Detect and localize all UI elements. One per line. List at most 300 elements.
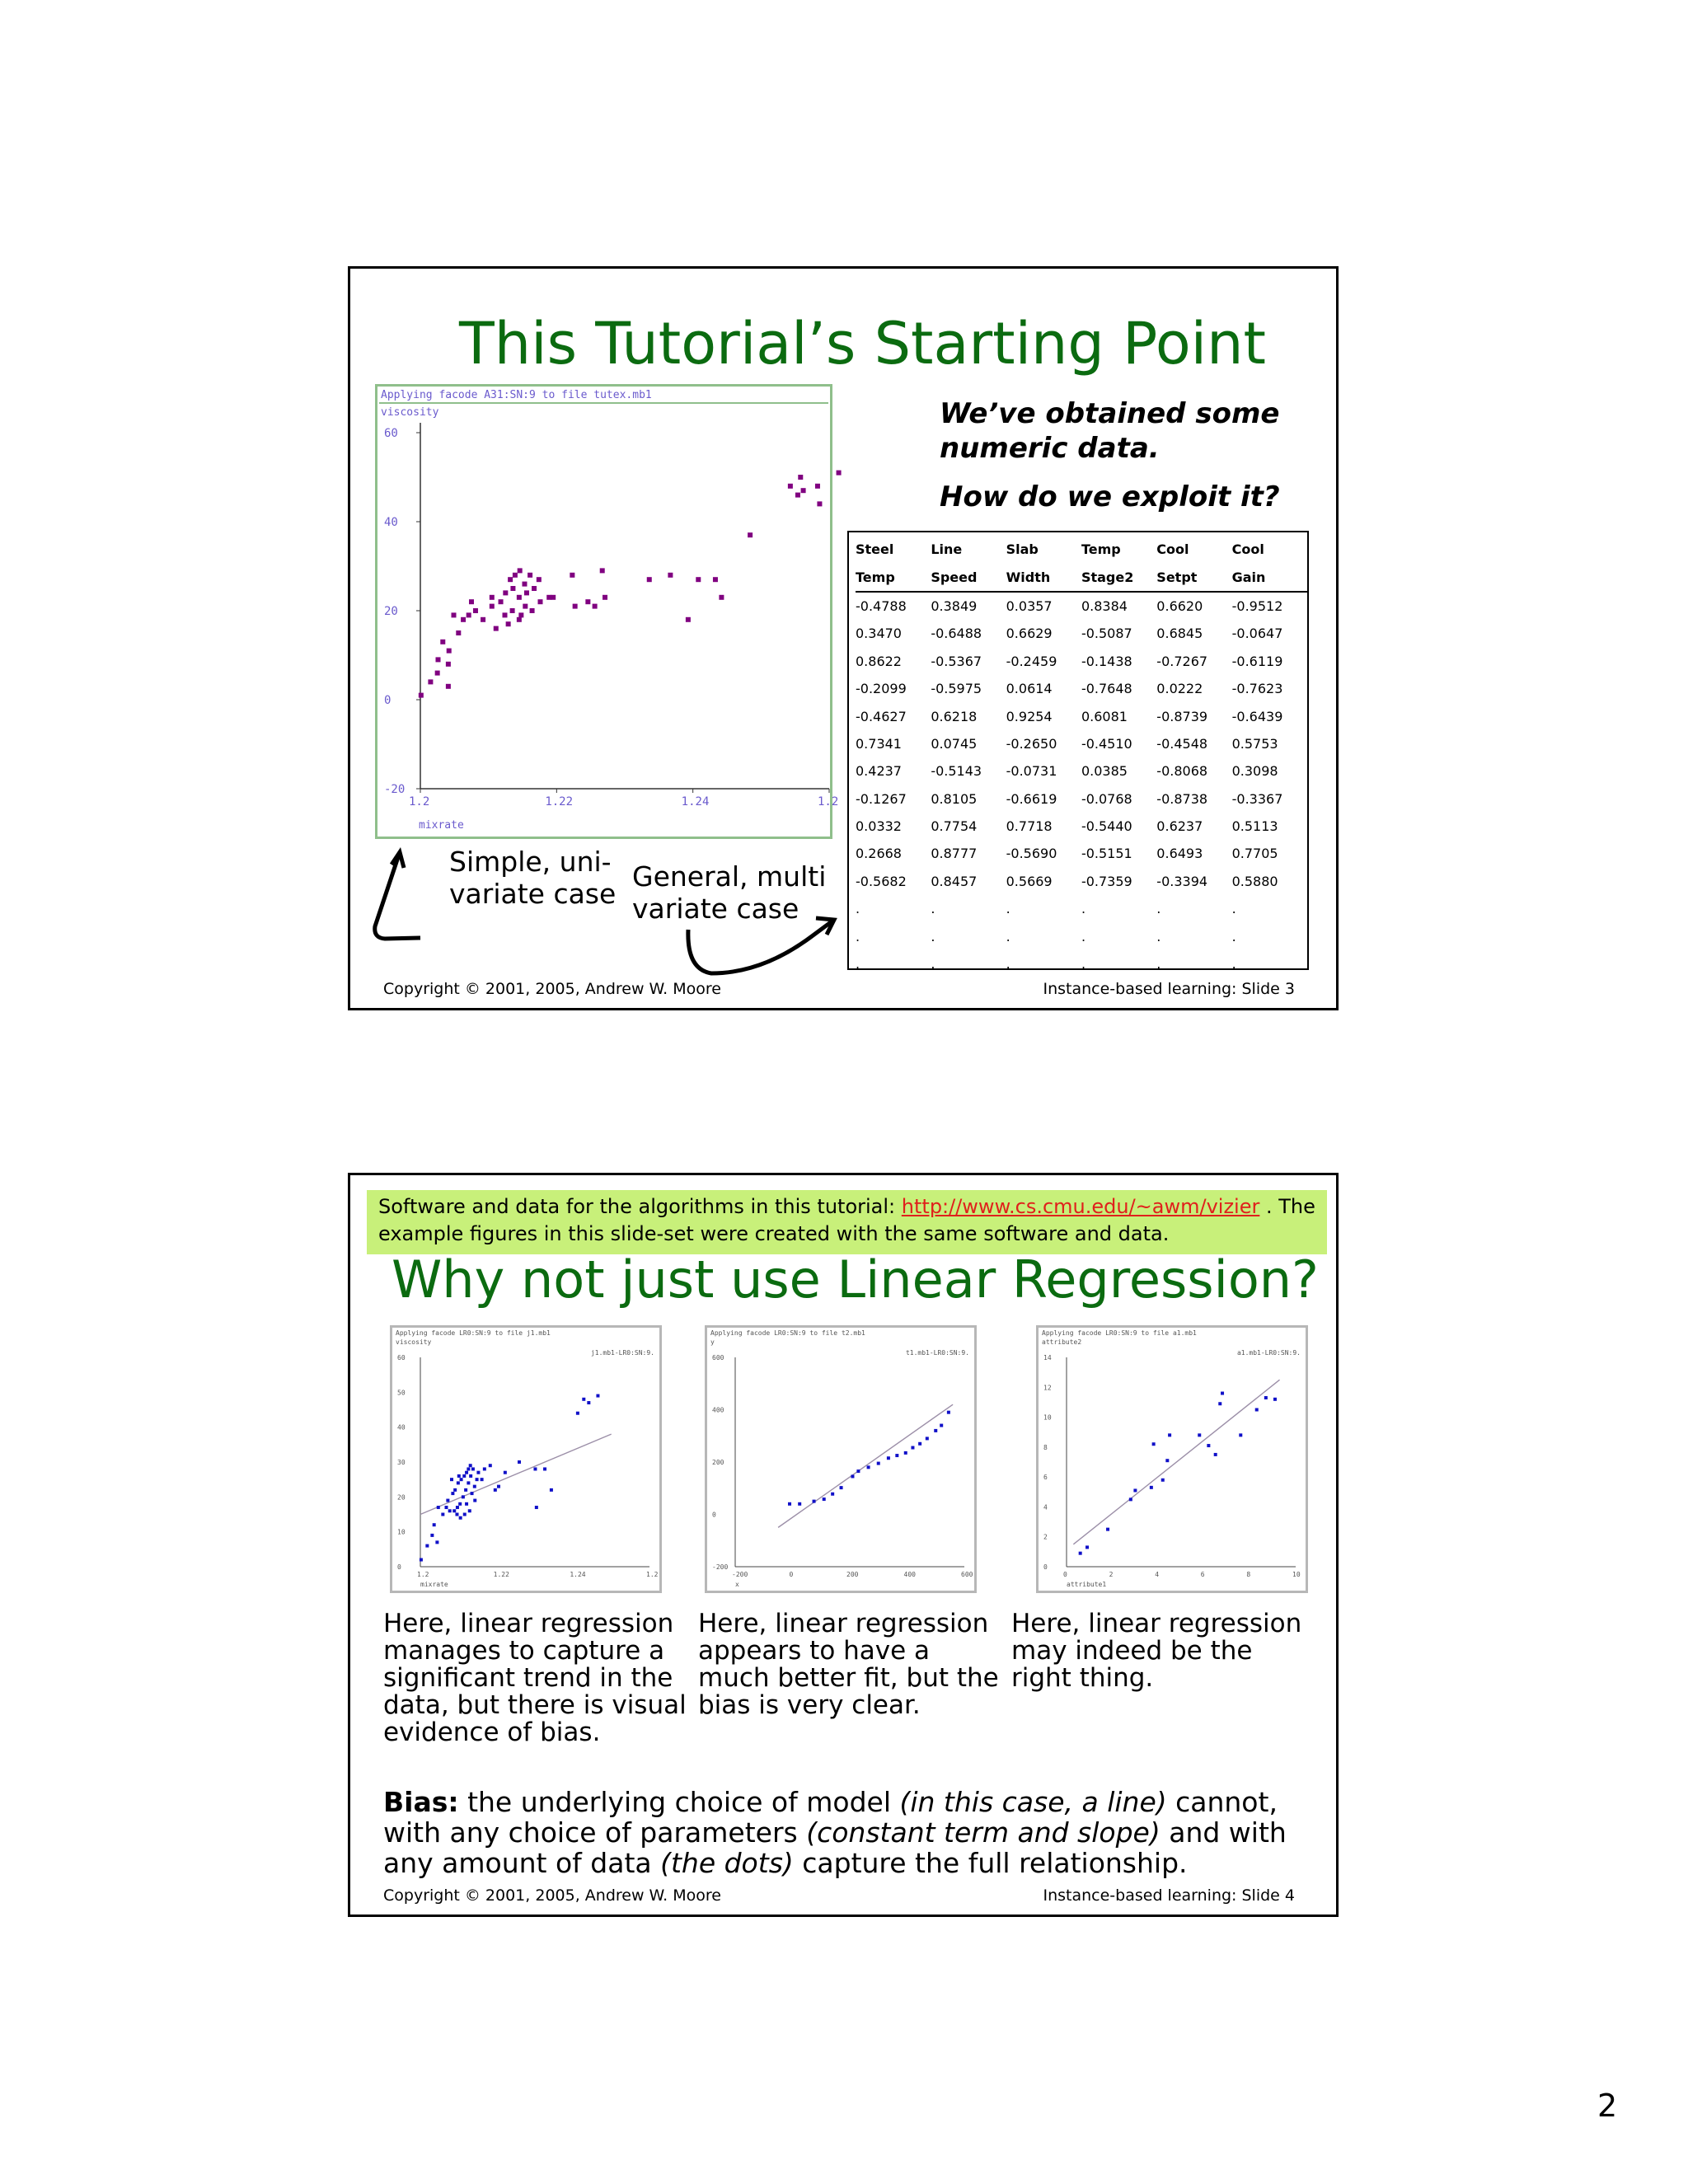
scatter-point [1165, 1459, 1169, 1462]
scatter-point [603, 595, 607, 600]
bias-text-3: and with any amount of data [383, 1816, 1287, 1879]
x-tick-label: 1.2 [417, 1571, 429, 1578]
scatter-point [795, 493, 800, 498]
scatter-point [532, 586, 537, 591]
scatter-point [513, 573, 518, 578]
column-header: Line [931, 541, 963, 558]
scatter-point [543, 1467, 546, 1470]
ellipsis-row [856, 895, 1307, 922]
scatter-point [435, 671, 440, 676]
table-cell: -0.7267 [1156, 653, 1208, 669]
x-axis-label: attribute1 [1067, 1581, 1107, 1588]
table-cell: 0.6845 [1156, 626, 1203, 642]
bias-text-1: the underlying choice of model [458, 1786, 900, 1818]
scatter-point [435, 1540, 438, 1544]
regression-line [778, 1404, 953, 1527]
scatter-point [456, 630, 461, 635]
table-cell: 0.3098 [1231, 763, 1278, 780]
scatter-point [497, 1485, 500, 1488]
software-banner [367, 1190, 1327, 1254]
table-cell: 0.6493 [1156, 846, 1203, 862]
table-cell: 0.7754 [931, 818, 978, 835]
table-cell: -0.7623 [1231, 681, 1283, 697]
scatter-point [494, 626, 499, 631]
scatter-point [457, 1474, 461, 1478]
scatter-point [468, 1509, 471, 1512]
scatter-point [469, 1474, 472, 1478]
y-tick-label: 0 [384, 694, 392, 707]
scatter-point [904, 1451, 907, 1455]
bias-italic-1: (in this case, a line) [899, 1786, 1167, 1818]
plot-2-description: Here, linear regression appears to have a much better fit, but the bias is very clear. [698, 1609, 999, 1720]
table-cell: 0.0385 [1081, 763, 1128, 780]
table-cell: 0.9254 [1006, 708, 1053, 724]
scatter-point [686, 617, 691, 622]
scatter-point [1207, 1444, 1210, 1447]
table-row [856, 620, 1307, 647]
y-tick-label: 600 [712, 1354, 724, 1361]
scatter-point [462, 1474, 466, 1478]
table-row [856, 757, 1307, 785]
bias-text-4: capture the full relationship. [793, 1847, 1188, 1879]
scatter-point [934, 1429, 937, 1432]
column-subheader: Stage2 [1081, 563, 1156, 591]
regression-plot-1-canvas [392, 1328, 659, 1591]
table-cell: 0.7705 [1231, 846, 1278, 862]
scatter-point [947, 1411, 950, 1414]
table-cell: -0.2099 [856, 681, 907, 697]
ellipsis-cell: . [1081, 956, 1086, 972]
scatter-point [1133, 1488, 1137, 1492]
scatter-point [530, 608, 535, 613]
scatter-point [445, 1506, 448, 1509]
scatter-point [831, 1493, 834, 1496]
ellipsis-cell: . [856, 901, 860, 917]
plot-3-description: Here, linear regression may indeed be the right thing. [1011, 1609, 1302, 1693]
note-line-2: numeric data. [940, 432, 1160, 465]
x-tick-label: 400 [903, 1571, 916, 1578]
scatter-point [440, 640, 445, 644]
scatter-point [940, 1424, 943, 1427]
scatter-point [926, 1436, 929, 1440]
scatter-point [1168, 1433, 1171, 1436]
y-tick-label: 12 [1043, 1384, 1052, 1392]
scatter-point [465, 1502, 468, 1506]
ellipsis-cell: . [1081, 901, 1086, 917]
ellipsis-cell: . [931, 928, 935, 944]
table-row [856, 785, 1307, 813]
scatter-point [798, 1502, 801, 1506]
table-cell: 0.7718 [1006, 818, 1053, 835]
y-tick-label: 50 [397, 1389, 406, 1397]
y-tick-label: -200 [712, 1563, 729, 1571]
regression-line [420, 1434, 612, 1514]
y-tick-label: 0 [712, 1511, 716, 1519]
scatter-point [518, 568, 523, 573]
y-tick-label: 40 [397, 1423, 406, 1432]
scatter-point [522, 582, 527, 587]
scatter-point [506, 621, 511, 626]
y-tick-label: 2 [1043, 1533, 1048, 1541]
table-cell: -0.5975 [931, 681, 982, 697]
scatter-point [719, 595, 724, 600]
x-axis-label: mixrate [419, 819, 464, 832]
scatter-point [550, 1488, 553, 1492]
regression-plot-1 [390, 1325, 662, 1593]
note-question: How do we exploit it? [940, 480, 1280, 513]
scatter-point [813, 1500, 816, 1503]
table-cell: -0.8738 [1156, 790, 1208, 807]
x-tick-label: 1.24 [681, 795, 710, 808]
slide-number-footer: Instance-based learning: Slide 4 [1043, 1886, 1295, 1905]
scatter-point [713, 577, 718, 582]
table-cell: 0.5669 [1006, 873, 1053, 889]
y-tick-label: 30 [397, 1459, 406, 1466]
y-tick-label: 10 [397, 1528, 406, 1536]
y-tick-label: 40 [384, 516, 398, 529]
slide-title: This Tutorial’s Starting Point [459, 310, 1266, 377]
ellipsis-cell: . [931, 956, 935, 972]
scatter-point [788, 484, 793, 489]
regression-plot-3 [1036, 1325, 1308, 1593]
ellipsis-cell: . [1156, 901, 1161, 917]
scatter-point [788, 1502, 791, 1506]
x-tick-label: 2 [1109, 1571, 1114, 1578]
scatter-point [1079, 1552, 1082, 1555]
slide-title: Why not just use Linear Regression? [392, 1249, 1319, 1310]
x-tick-label: 1.2 [409, 795, 430, 808]
scatter-point [428, 679, 433, 684]
scatter-point [533, 1467, 537, 1470]
plot-1-description: Here, linear regression manages to capture a significant trend in the data, but there is visual evidence of bias. [383, 1609, 687, 1747]
scatter-point [446, 684, 451, 689]
scatter-point [503, 590, 508, 595]
scatter-point [450, 1478, 453, 1481]
plot-header: Applying facode LR0:SN:9 to file j1.mb1 [396, 1329, 551, 1337]
scatter-point [1161, 1479, 1165, 1482]
scatter-point [696, 577, 701, 582]
scatter-point [437, 1506, 440, 1509]
table-cell: 0.8384 [1081, 598, 1128, 614]
scatter-point [517, 595, 522, 600]
table-cell: 0.6237 [1156, 818, 1203, 835]
regression-line [1073, 1380, 1279, 1544]
y-tick-label: 14 [1043, 1354, 1052, 1361]
column-subheader: Setpt [1156, 563, 1231, 591]
column-subheader: Gain [1232, 563, 1307, 591]
bias-text-2: cannot, with any choice of parameters [383, 1786, 1278, 1849]
scatter-point [1255, 1408, 1259, 1412]
table-cell: -0.6488 [931, 626, 982, 642]
regression-plot-2-canvas [707, 1328, 974, 1591]
bias-definition [383, 1787, 1315, 1878]
scatter-point [895, 1454, 898, 1457]
scatter-point [570, 573, 574, 578]
multivariate-caption-line-1: General, multi [632, 860, 827, 893]
univariate-scatter-plot [375, 384, 839, 839]
scatter-point [596, 1394, 599, 1398]
y-tick-label: 4 [1043, 1503, 1048, 1511]
table-cell: 0.6629 [1006, 626, 1053, 642]
legend-label: t1.mb1-LR0:SN:9. [905, 1349, 969, 1357]
ellipsis-row [856, 922, 1307, 949]
scatter-point [1214, 1453, 1217, 1456]
table-cell: -0.8068 [1156, 763, 1208, 780]
arrow-to-table-icon [688, 920, 834, 973]
scatter-point [425, 1544, 429, 1548]
slide-4 [348, 1173, 1339, 1917]
ellipsis-cell: . [1156, 956, 1161, 972]
table-cell: -0.1438 [1081, 653, 1132, 669]
scatter-point [867, 1465, 870, 1469]
table-row [856, 675, 1307, 702]
y-tick-label: 0 [397, 1563, 401, 1571]
table-cell: 0.6218 [931, 708, 978, 724]
ellipsis-cell: . [1231, 956, 1236, 972]
scatter-point [510, 608, 515, 613]
scatter-point [911, 1446, 914, 1450]
scatter-point [1106, 1528, 1109, 1531]
x-axis-label: x [735, 1581, 739, 1588]
table-cell: -0.0768 [1081, 790, 1132, 807]
table-cell: 0.3470 [856, 626, 902, 642]
ellipsis-cell: . [1006, 901, 1010, 917]
scatter-point [851, 1474, 854, 1478]
copyright-footer: Copyright © 2001, 2005, Andrew W. Moore [383, 980, 721, 998]
y-axis-label: viscosity [396, 1338, 432, 1346]
scatter-point [856, 1469, 860, 1473]
table-cell: 0.6081 [1081, 708, 1128, 724]
scatter-point [490, 604, 495, 609]
table-cell: 0.0222 [1156, 681, 1203, 697]
scatter-point [535, 1506, 538, 1509]
x-tick-label: 4 [1155, 1571, 1160, 1578]
scatter-point [463, 1513, 467, 1516]
scatter-point [471, 1492, 474, 1495]
table-row [856, 840, 1307, 867]
table-cell: -0.1267 [856, 790, 907, 807]
ellipsis-cell: . [1231, 928, 1236, 944]
scatter-point [585, 599, 590, 604]
scatter-point [1273, 1398, 1277, 1401]
scatter-point [647, 577, 652, 582]
scatter-point [467, 612, 471, 617]
table-cell: 0.0332 [856, 818, 902, 835]
scatter-point [453, 1488, 457, 1492]
x-tick-label: 1.22 [493, 1571, 509, 1578]
scatter-point [668, 573, 673, 578]
scatter-point [494, 1488, 497, 1492]
scatter-point [465, 1471, 468, 1474]
scatter-point [840, 1486, 843, 1489]
table-cell: -0.6439 [1231, 708, 1283, 724]
ellipsis-row [856, 950, 1307, 977]
table-cell: 0.7341 [856, 735, 902, 752]
scatter-point [600, 568, 605, 573]
table-row [856, 730, 1307, 757]
table-cell: 0.5753 [1231, 735, 1278, 752]
scatter-point [1239, 1433, 1242, 1436]
scatter-point [504, 1471, 507, 1474]
scatter-point [481, 617, 485, 622]
column-subheader: Width [1006, 563, 1081, 591]
scatter-point [451, 1492, 454, 1495]
scatter-point [419, 693, 424, 698]
table-cell: 0.5880 [1231, 873, 1278, 889]
table-cell: -0.7648 [1081, 681, 1132, 697]
column-header: Slab [1006, 541, 1039, 558]
ellipsis-cell: . [856, 928, 860, 944]
y-tick-label: 60 [384, 427, 398, 440]
plot-header: Applying facode LR0:SN:9 to file t2.mb1 [710, 1329, 865, 1337]
plot-header: Applying facode A31:SN:9 to file tutex.mb1 [381, 389, 652, 401]
multivariate-caption-line-2: variate case [632, 893, 799, 925]
regression-plot-3-canvas [1039, 1328, 1306, 1591]
table-row [856, 868, 1307, 895]
table-cell: -0.8739 [1156, 708, 1208, 724]
y-tick-label: -20 [384, 783, 406, 796]
y-tick-label: 6 [1043, 1474, 1048, 1482]
x-tick-label: 0 [789, 1571, 794, 1578]
scatter-point [469, 599, 474, 604]
arrow-to-plot-icon [375, 852, 420, 939]
scatter-point [467, 1481, 470, 1484]
scatter-point [446, 662, 451, 667]
scatter-point [551, 595, 556, 600]
ellipsis-cell: . [856, 956, 860, 972]
multivariate-caption [632, 860, 826, 925]
x-axis-label: mixrate [420, 1581, 448, 1588]
scatter-point [1221, 1392, 1224, 1395]
univariate-caption-line-1: Simple, uni- [449, 846, 612, 878]
scatter-point [460, 1478, 463, 1481]
x-tick-label: 600 [961, 1571, 973, 1578]
table-cell: -0.2459 [1006, 653, 1057, 669]
scatter-point [420, 1558, 423, 1562]
scatter-point [582, 1398, 585, 1401]
banner-text-2: . The example figures in this slide-set were created with the same software and data. [378, 1195, 1315, 1245]
scatter-point [499, 599, 504, 604]
scatter-point [801, 488, 806, 493]
scatter-point [446, 1499, 449, 1502]
y-axis-label: attribute2 [1042, 1338, 1082, 1346]
y-axis-label: y [710, 1338, 715, 1346]
scatter-point [524, 590, 529, 595]
x-tick-label: 1.22 [545, 795, 574, 808]
scatter-point [1150, 1486, 1153, 1489]
scatter-point [518, 612, 523, 617]
bias-italic-3: (the dots) [660, 1847, 794, 1879]
scatter-point [459, 1516, 462, 1520]
banner-text: Software and data for the algorithms in this tutorial: [378, 1195, 902, 1218]
table-cell: -0.7359 [1081, 873, 1132, 889]
column-subheader: Temp [856, 563, 931, 591]
table-cell: 0.0614 [1006, 681, 1053, 697]
numeric-data-table [847, 531, 1309, 970]
scatter-point [523, 604, 528, 609]
univariate-caption [449, 846, 616, 910]
scatter-point [473, 1499, 476, 1502]
scatter-point [1085, 1545, 1089, 1549]
table-cell: -0.3367 [1231, 790, 1283, 807]
table-cell: -0.6619 [1006, 790, 1057, 807]
table-row [856, 592, 1307, 620]
plot-header: Applying facode LR0:SN:9 to file a1.mb1 [1042, 1329, 1197, 1337]
y-tick-label: 20 [397, 1493, 406, 1502]
scatter-point [476, 1471, 480, 1474]
scatter-point [1129, 1497, 1132, 1501]
vizier-link[interactable]: http://www.cs.cmu.edu/~awm/vizier [901, 1195, 1260, 1218]
scatter-point [457, 1481, 460, 1484]
scatter-point [473, 1485, 476, 1488]
scatter-point [1152, 1442, 1156, 1446]
table-cell: -0.5367 [931, 653, 982, 669]
univariate-caption-line-2: variate case [449, 878, 617, 910]
scatter-point [456, 1506, 459, 1509]
scatter-point [823, 1497, 826, 1501]
table-cell: 0.0745 [931, 735, 978, 752]
scatter-point [537, 599, 542, 604]
scatter-point [503, 612, 508, 617]
table-cell: -0.9512 [1231, 598, 1283, 614]
table-cell: -0.5690 [1006, 846, 1057, 862]
x-tick-label: 8 [1246, 1571, 1251, 1578]
x-tick-label: 1.24 [570, 1571, 586, 1578]
scatter-point [481, 1478, 484, 1481]
table-cell: -0.4548 [1156, 735, 1208, 752]
scatter-point [433, 1523, 436, 1526]
scatter-point [452, 612, 457, 617]
scatter-point [508, 577, 513, 582]
scatter-point [510, 586, 515, 591]
table-cell: 0.4237 [856, 763, 902, 780]
legend-label: j1.mb1-LR0:SN:9. [590, 1349, 654, 1357]
scatter-point [918, 1442, 921, 1446]
table-row [856, 648, 1307, 675]
scatter-point [537, 577, 542, 582]
scatter-point [528, 573, 532, 578]
x-tick-label: -200 [732, 1571, 748, 1578]
table-cell: -0.0731 [1006, 763, 1057, 780]
table-cell: -0.5440 [1081, 818, 1132, 835]
scatter-point [518, 1460, 521, 1464]
y-tick-label: 60 [397, 1354, 406, 1361]
scatter-point [1198, 1433, 1201, 1436]
scatter-point [798, 475, 803, 480]
y-tick-label: 20 [384, 605, 398, 618]
table-cell: -0.5087 [1081, 626, 1132, 642]
scatter-point [576, 1412, 579, 1415]
table-cell: 0.3849 [931, 598, 978, 614]
table-cell: -0.2650 [1006, 735, 1057, 752]
column-subheader: Speed [931, 563, 1006, 591]
scatter-point [517, 617, 522, 622]
regression-plot-2 [705, 1325, 977, 1593]
table-cell: 0.6620 [1156, 598, 1203, 614]
x-tick-label: 0 [1063, 1571, 1067, 1578]
scatter-point [1264, 1396, 1268, 1399]
scatter-point [448, 1509, 452, 1512]
scatter-point [817, 501, 822, 506]
table-row [856, 813, 1307, 840]
scatter-point [469, 1464, 472, 1467]
table-cell: 0.8105 [931, 790, 978, 807]
table-cell: -0.5682 [856, 873, 907, 889]
table-cell: -0.4627 [856, 708, 907, 724]
scatter-point [837, 471, 842, 476]
table-cell: 0.5113 [1231, 818, 1278, 835]
table-cell: 0.8777 [931, 846, 978, 862]
